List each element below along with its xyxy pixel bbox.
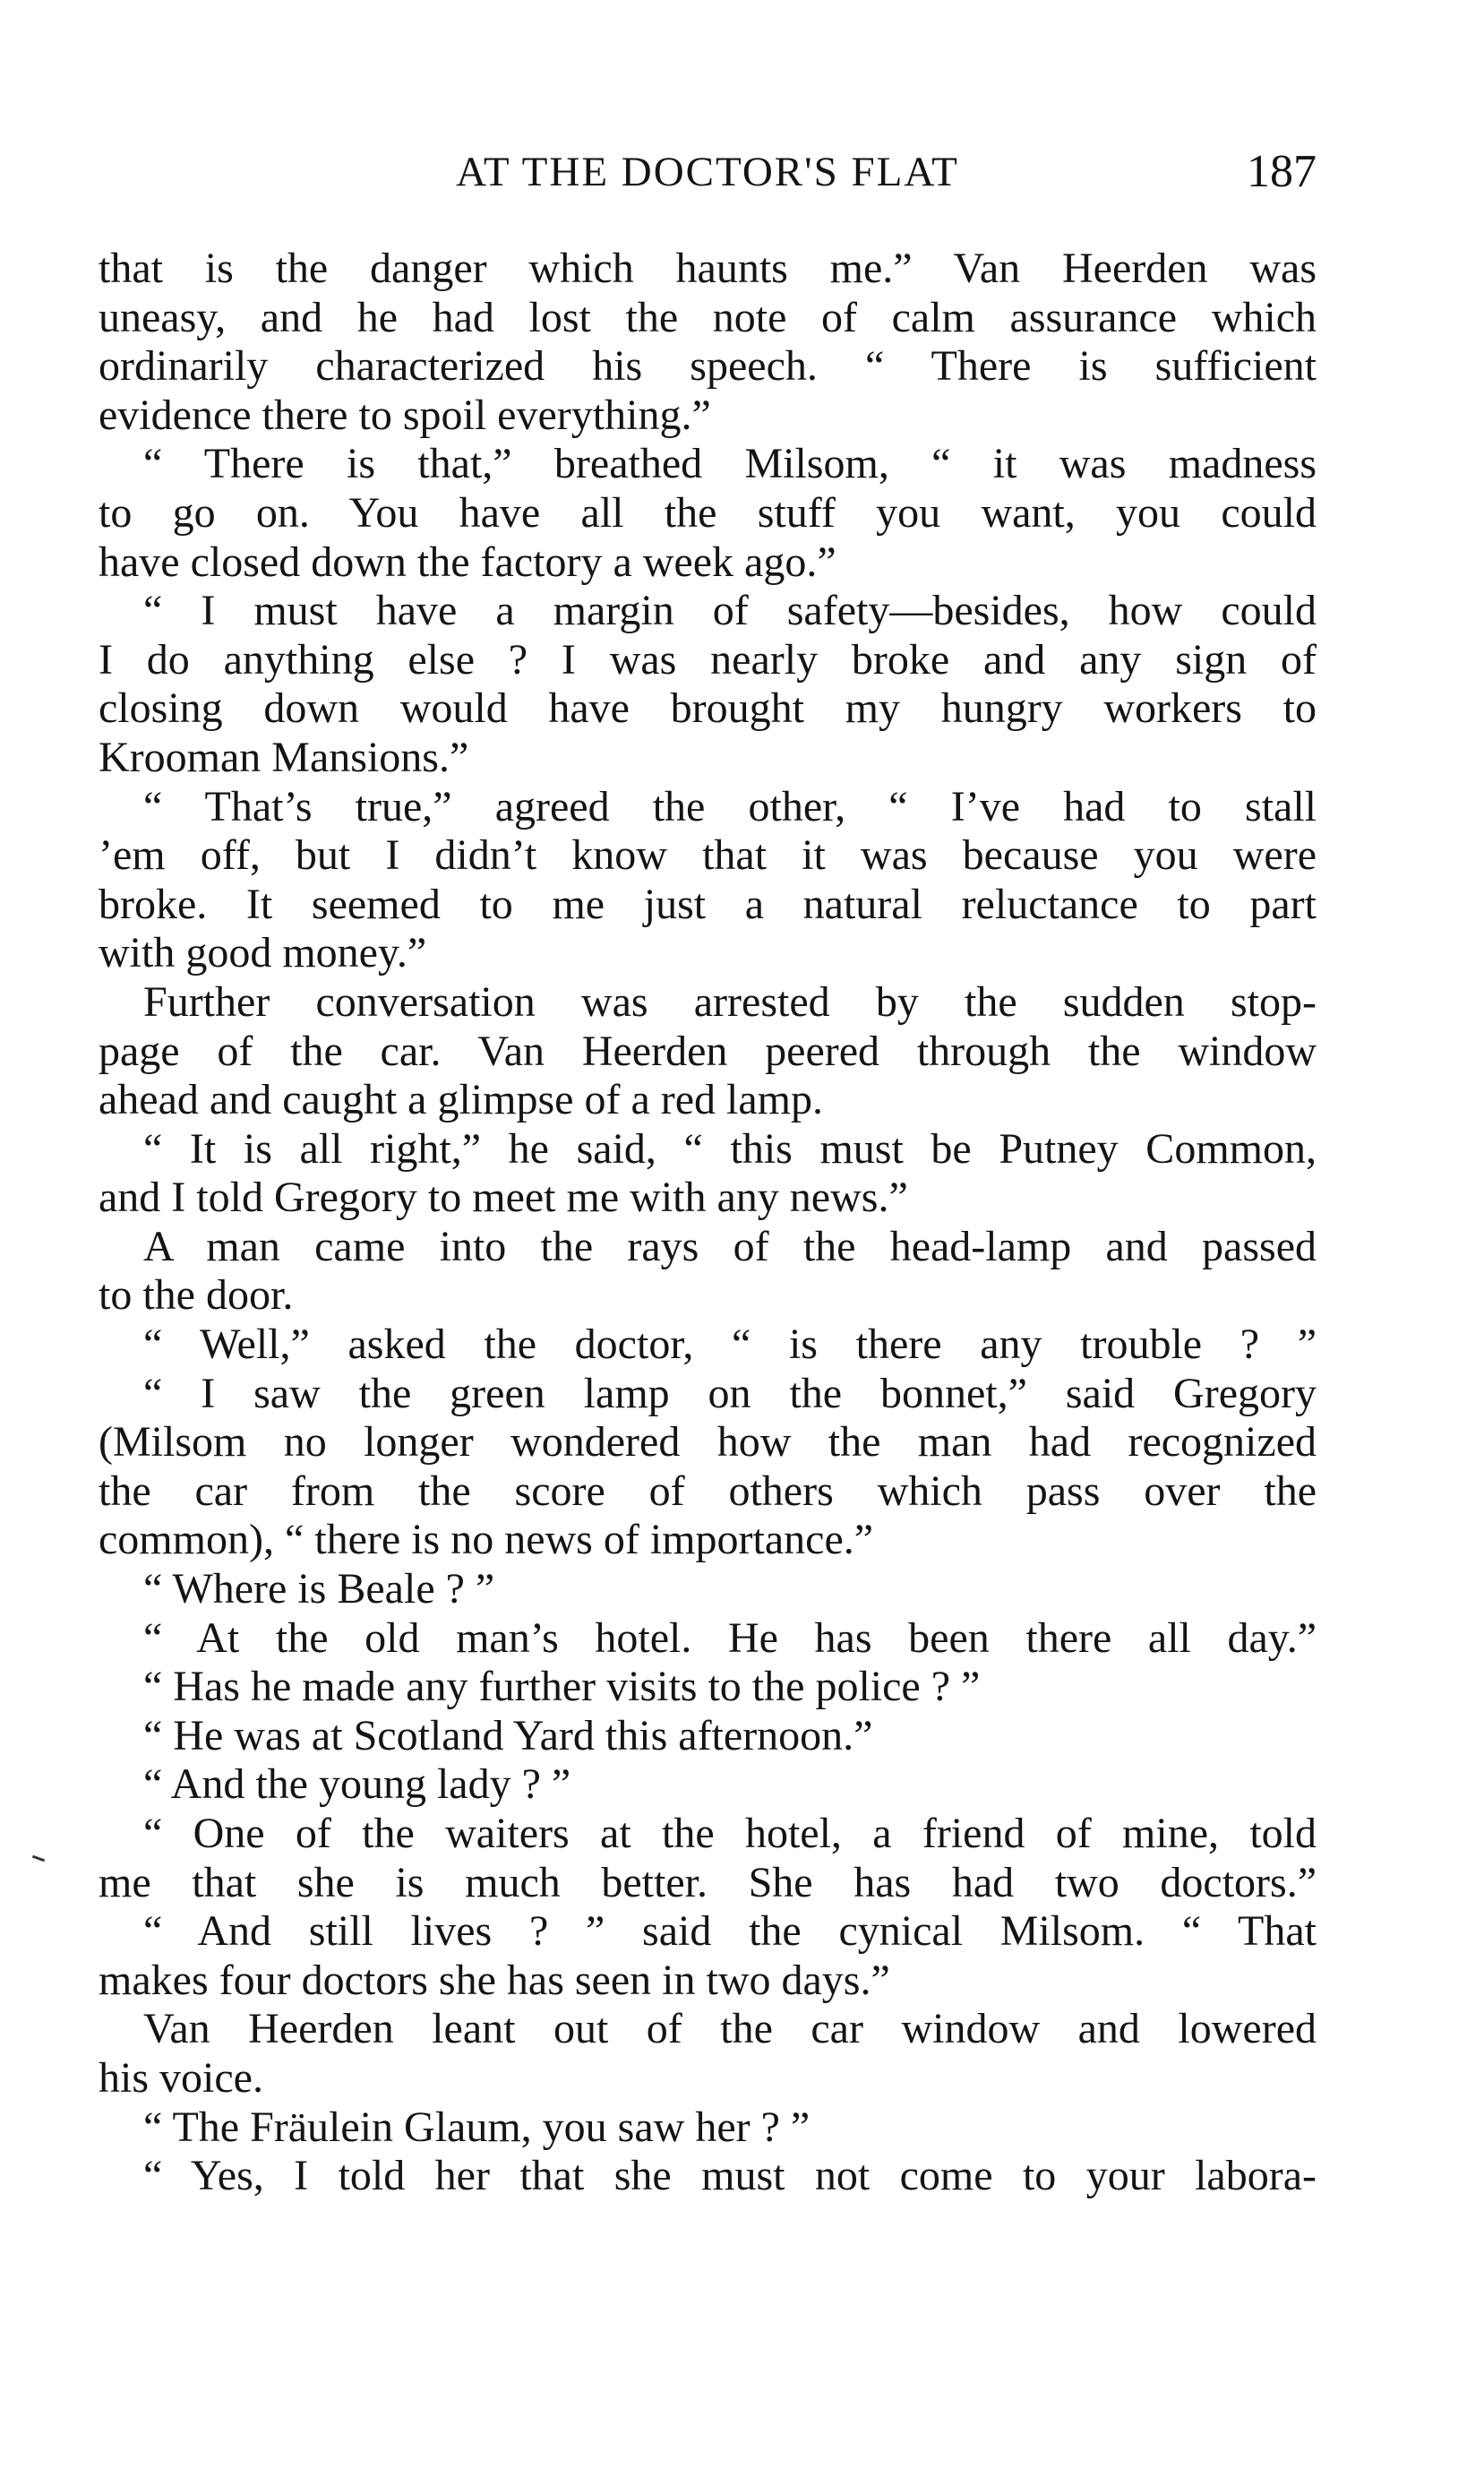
text-line: “ And the young lady ? ” (143, 1760, 571, 1809)
text-line: evidence there to spoil everything.” (99, 391, 711, 439)
text-line: “ Well,” asked the doctor, “ is there any trouble ? ” (143, 1320, 1317, 1369)
text-line: me that she is much better. She has had two doctors.” (99, 1858, 1317, 1906)
text-line: ordinarily characterized his speech. “ There is sufficient (99, 342, 1317, 391)
text-line: A man came into the rays of the head-lamp and passed (143, 1222, 1317, 1270)
text-line: uneasy, and he had lost the note of calm assurance which (99, 293, 1317, 341)
text-line: makes four doctors she has seen in two days.” (99, 1956, 890, 2004)
text-line: “ Where is Beale ? ” (143, 1565, 495, 1613)
text-line: “ Has he made any further visits to the police ? ” (143, 1663, 981, 1711)
text-line: have closed down the factory a week ago.” (99, 538, 836, 586)
text-line: Van Heerden leant out of the car window and lowered (143, 2005, 1317, 2053)
text-line: with good money.” (99, 929, 427, 977)
text-line: his voice. (99, 2053, 263, 2102)
text-line: “ Yes, I told her that she must not come to your labora- (143, 2152, 1317, 2200)
running-header (99, 143, 1317, 201)
text-line: ahead and caught a glimpse of a red lamp. (99, 1076, 824, 1124)
body-text (99, 245, 1317, 2201)
text-line: page of the car. Van Heerden peered through the window (99, 1027, 1317, 1075)
text-line: “ He was at Scotland Yard this afternoon.” (143, 1711, 873, 1759)
text-line: (Milsom no longer wondered how the man had recognized (99, 1418, 1317, 1467)
text-line: broke. It seemed to me just a natural reluctance to part (99, 880, 1317, 928)
text-line: “ At the old man’s hotel. He has been there all day.” (143, 1613, 1317, 1662)
running-title: AT THE DOCTOR'S FLAT (456, 149, 959, 195)
text-line: I do anything else ? I was nearly broke and any sign of (99, 635, 1317, 684)
text-line: “ The Fräulein Glaum, you saw her ? ” (143, 2103, 811, 2151)
page-number: 187 (1247, 146, 1317, 197)
text-line: common), “ there is no news of importance.” (99, 1516, 874, 1564)
text-line: “ It is all right,” he said, “ this must be Putney Common, (143, 1124, 1317, 1173)
text-line: “ That’s true,” agreed the other, “ I’ve had to stall (143, 782, 1317, 830)
text-line: Krooman Mansions.” (99, 733, 469, 781)
text-line: “ I must have a margin of safety—besides, how could (143, 587, 1317, 635)
text-line: to go on. You have all the stuff you want, you could (99, 488, 1317, 537)
text-line: Further conversation was arrested by the sudden stop- (143, 977, 1317, 1026)
text-line: to the door. (99, 1271, 294, 1320)
text-line: that is the danger which haunts me.” Van Heerden was (99, 245, 1317, 292)
text-line: the car from the score of others which pass over the (99, 1467, 1317, 1515)
text-line: “ One of the waiters at the hotel, a friend of mine, told (143, 1810, 1317, 1857)
text-line: “ I saw the green lamp on the bonnet,” said Gregory (143, 1369, 1317, 1417)
text-line: “ And still lives ? ” said the cynical Milsom. “ That (143, 1907, 1317, 1956)
text-line: and I told Gregory to meet me with any news.” (99, 1174, 908, 1222)
text-line: ’em off, but I didn’t know that it was because you were (99, 831, 1317, 880)
text-line: “ There is that,” breathed Milsom, “ it was madness (143, 440, 1317, 488)
text-line: closing down would have brought my hungry workers to (99, 684, 1317, 733)
margin-mark (32, 1855, 45, 1862)
